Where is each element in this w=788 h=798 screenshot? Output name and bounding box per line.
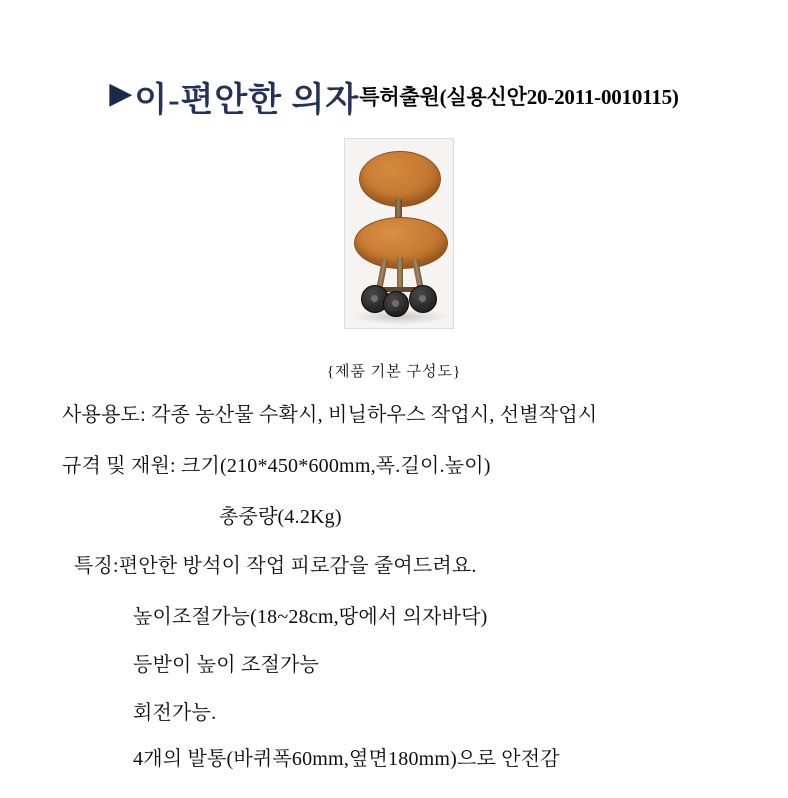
feature-line-backrest-adjust: 등받이 높이 조절가능 <box>133 654 320 676</box>
spec-line-weight: 총중량(4.2Kg) <box>219 506 342 528</box>
wheel-icon <box>409 285 437 313</box>
patent-application-text: 특허출원(실용신안20-2011-0010115) <box>359 85 679 110</box>
spec-line-dimensions: 규격 및 재원: 크기(210*450*600mm,폭.길이.높이) <box>62 455 491 477</box>
wheel-hub <box>371 295 378 302</box>
page-title: 이-편안한 의자 <box>134 82 360 119</box>
product-photo-canvas <box>345 139 453 328</box>
feature-line-cushion: 특징:편안한 방석이 작업 피로감을 줄여드려요. <box>74 555 477 577</box>
document-title-row <box>0 72 788 121</box>
floor-shadow <box>351 311 449 325</box>
wheel-hub <box>419 295 426 302</box>
spec-line-usage: 사용용도: 각종 농산물 수확시, 비닐하우스 작업시, 선별작업시 <box>62 404 598 426</box>
photo-caption: {제품 기본 구성도} <box>326 364 462 380</box>
product-photo <box>344 138 454 329</box>
feature-line-rotation: 회전가능. <box>133 702 217 724</box>
feature-line-wheels: 4개의 발통(바퀴폭60mm,옆면180mm)으로 안전감 <box>133 748 560 770</box>
wheel-hub <box>392 300 399 307</box>
triangle-marker-icon: ▶ <box>109 76 133 110</box>
feature-line-height-adjust: 높이조절가능(18~28cm,땅에서 의자바닥) <box>133 606 488 628</box>
center-leg-shape <box>397 257 403 291</box>
